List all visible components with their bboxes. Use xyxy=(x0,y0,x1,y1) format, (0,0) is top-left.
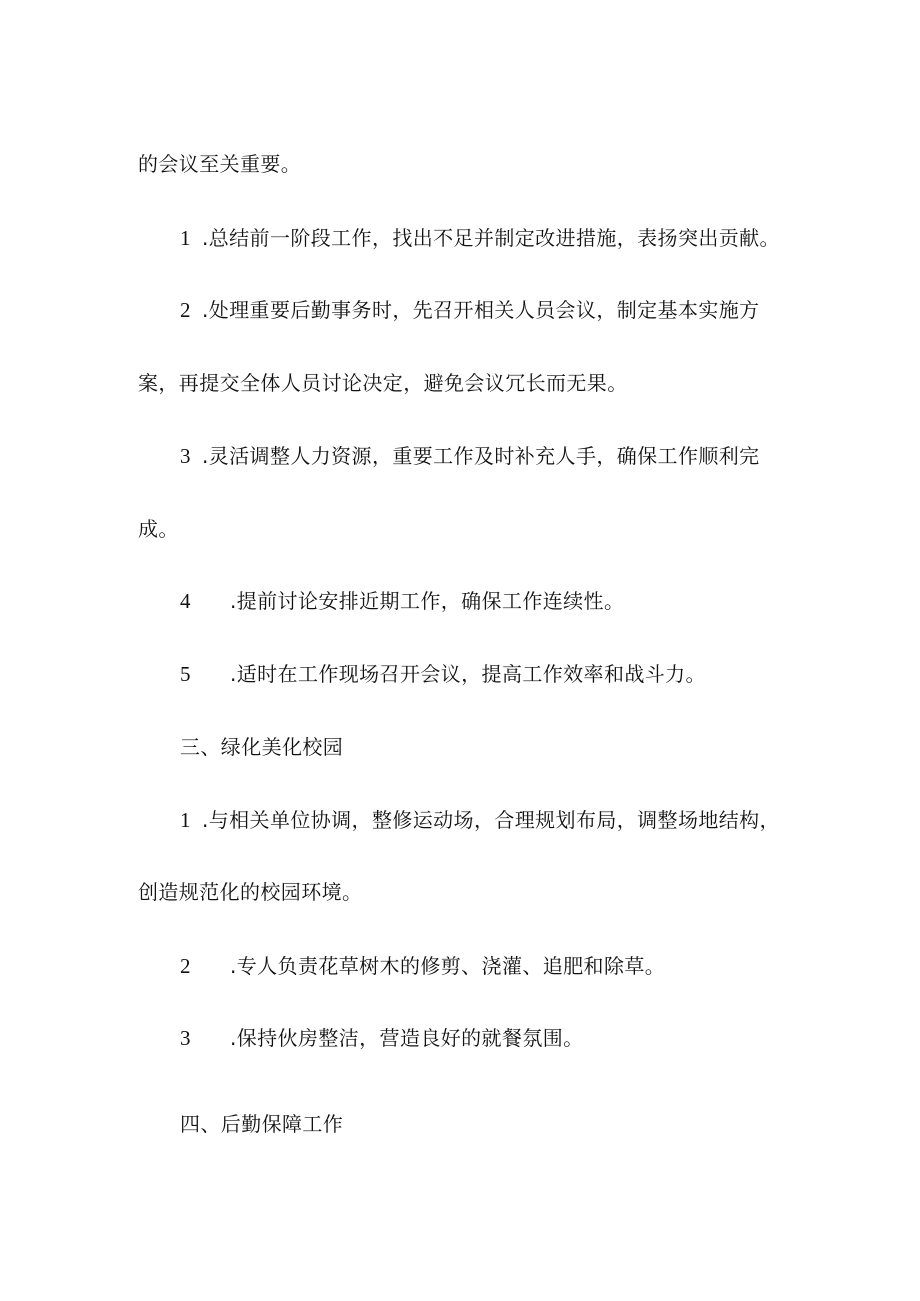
list-item-1 xyxy=(180,808,780,832)
section-heading-text: 三、绿化美化校园 xyxy=(180,735,344,759)
list-item-text: .与相关单位协调，整修运动场，合理规划布局，调整场地结构， xyxy=(202,808,780,832)
list-number: 3 xyxy=(180,444,191,468)
paragraph-text: 创造规范化的校园环境。 xyxy=(138,880,363,904)
list-number: 5 xyxy=(180,662,191,686)
list-number: 2 xyxy=(180,954,191,978)
section-heading-3 xyxy=(180,735,343,759)
paragraph-line-continuation xyxy=(138,517,179,541)
paragraph-text: 案，再提交全体人员讨论决定，避免会议冗长而无果。 xyxy=(138,371,628,395)
list-item-4 xyxy=(180,589,624,613)
list-item-text: .总结前一阶段工作，找出不足并制定改进措施，表扬突出贡献。 xyxy=(202,226,780,250)
section-heading-text: 四、后勤保障工作 xyxy=(180,1112,344,1136)
paragraph-text: 的会议至关重要。 xyxy=(138,152,302,176)
list-item-text: .处理重要后勤事务时，先召开相关人员会议，制定基本实施方 xyxy=(202,298,760,322)
list-number: 4 xyxy=(180,589,191,613)
section-heading-4 xyxy=(180,1112,343,1136)
list-item-3 xyxy=(180,444,760,468)
list-item-1 xyxy=(180,226,780,250)
list-item-text: .提前讨论安排近期工作，确保工作连续性。 xyxy=(230,589,625,613)
list-item-5 xyxy=(180,662,706,686)
list-item-2 xyxy=(180,954,665,978)
list-item-text: .适时在工作现场召开会议，提高工作效率和战斗力。 xyxy=(230,662,706,686)
list-number: 3 xyxy=(180,1026,191,1050)
paragraph-text: 成。 xyxy=(138,517,179,541)
list-item-text: .专人负责花草树木的修剪、浇灌、追肥和除草。 xyxy=(230,954,666,978)
paragraph-line-continuation xyxy=(138,152,301,176)
paragraph-line-continuation xyxy=(138,880,362,904)
list-number: 2 xyxy=(180,298,191,322)
paragraph-line-continuation xyxy=(138,371,628,395)
list-item-text: .保持伙房整洁，营造良好的就餐氛围。 xyxy=(230,1026,584,1050)
list-item-text: .灵活调整人力资源，重要工作及时补充人手，确保工作顺利完 xyxy=(202,444,760,468)
list-number: 1 xyxy=(180,808,191,832)
list-number: 1 xyxy=(180,226,191,250)
list-item-3 xyxy=(180,1026,584,1050)
list-item-2 xyxy=(180,298,760,322)
